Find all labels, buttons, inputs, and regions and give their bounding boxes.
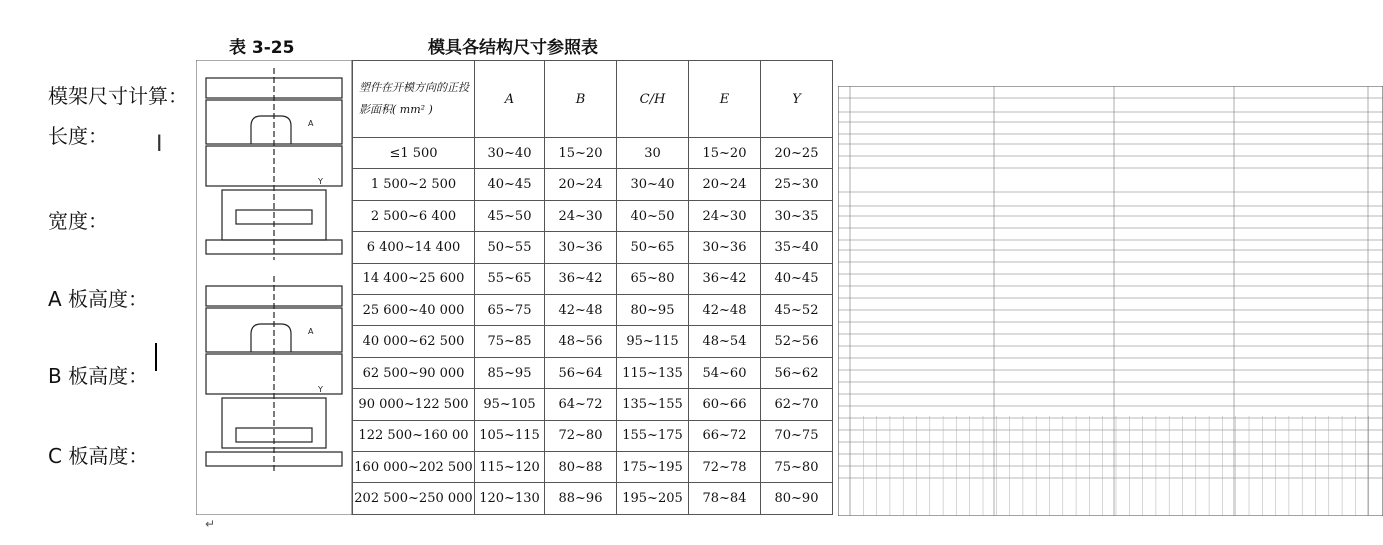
label-y-top: Y <box>318 177 323 186</box>
value-cell: 195~205 <box>617 483 689 515</box>
length-label: 长度： <box>48 124 108 148</box>
value-cell: 24~30 <box>689 200 761 231</box>
value-cell: 56~64 <box>545 357 617 388</box>
table-row <box>353 420 833 451</box>
header-a: A <box>475 61 545 138</box>
value-cell: 52~56 <box>761 326 833 357</box>
value-cell: 20~25 <box>761 138 833 169</box>
text-caret[interactable] <box>155 343 157 371</box>
table-row <box>353 263 833 294</box>
value-cell: 115~120 <box>475 452 545 483</box>
table-row <box>353 483 833 515</box>
a-plate-height-label: A 板高度： <box>48 287 149 311</box>
table-row <box>353 169 833 200</box>
label-y-bottom: Y <box>318 385 323 394</box>
value-cell: 70~75 <box>761 420 833 451</box>
header-area: 塑件在开模方向的正投影面积( mm² ) <box>353 61 475 138</box>
value-cell: 50~55 <box>475 232 545 263</box>
reference-grid-table <box>838 86 1383 516</box>
table-row <box>353 389 833 420</box>
value-cell: 66~72 <box>689 420 761 451</box>
header-y: Y <box>761 61 833 138</box>
area-cell: 1 500~2 500 <box>353 169 475 200</box>
area-cell: 14 400~25 600 <box>353 263 475 294</box>
value-cell: 15~20 <box>689 138 761 169</box>
value-cell: 75~85 <box>475 326 545 357</box>
value-cell: 45~50 <box>475 200 545 231</box>
table-row <box>353 200 833 231</box>
value-cell: 20~24 <box>689 169 761 200</box>
value-cell: 30~35 <box>761 200 833 231</box>
value-cell: 120~130 <box>475 483 545 515</box>
value-cell: 24~30 <box>545 200 617 231</box>
value-cell: 30~36 <box>545 232 617 263</box>
area-cell: 62 500~90 000 <box>353 357 475 388</box>
header-b: B <box>545 61 617 138</box>
value-cell: 25~30 <box>761 169 833 200</box>
value-cell: 75~80 <box>761 452 833 483</box>
value-cell: 60~66 <box>689 389 761 420</box>
area-cell: 90 000~122 500 <box>353 389 475 420</box>
table-row <box>353 452 833 483</box>
value-cell: 175~195 <box>617 452 689 483</box>
area-cell: 160 000~202 500 <box>353 452 475 483</box>
value-cell: 55~65 <box>475 263 545 294</box>
text-cursor-icon: I <box>156 132 163 157</box>
value-cell: 36~42 <box>545 263 617 294</box>
table-title: 模具各结构尺寸参照表 <box>428 38 598 58</box>
value-cell: 115~135 <box>617 357 689 388</box>
value-cell: 65~80 <box>617 263 689 294</box>
label-a-top: A <box>308 119 314 128</box>
value-cell: 78~84 <box>689 483 761 515</box>
header-e: E <box>689 61 761 138</box>
value-cell: 72~80 <box>545 420 617 451</box>
area-cell: 40 000~62 500 <box>353 326 475 357</box>
value-cell: 105~115 <box>475 420 545 451</box>
value-cell: 30~40 <box>617 169 689 200</box>
value-cell: 15~20 <box>545 138 617 169</box>
value-cell: 56~62 <box>761 357 833 388</box>
value-cell: 95~105 <box>475 389 545 420</box>
value-cell: 80~88 <box>545 452 617 483</box>
value-cell: 64~72 <box>545 389 617 420</box>
value-cell: 88~96 <box>545 483 617 515</box>
header-ch: C/H <box>617 61 689 138</box>
value-cell: 155~175 <box>617 420 689 451</box>
value-cell: 50~65 <box>617 232 689 263</box>
value-cell: 42~48 <box>689 295 761 326</box>
c-plate-height-label: C 板高度： <box>48 444 149 468</box>
value-cell: 30~40 <box>475 138 545 169</box>
value-cell: 40~45 <box>761 263 833 294</box>
area-cell: 202 500~250 000 <box>353 483 475 515</box>
mold-structure-drawing <box>196 60 352 515</box>
value-cell: 48~54 <box>689 326 761 357</box>
value-cell: 72~78 <box>689 452 761 483</box>
value-cell: 42~48 <box>545 295 617 326</box>
value-cell: 80~95 <box>617 295 689 326</box>
value-cell: 40~45 <box>475 169 545 200</box>
area-cell: ≤1 500 <box>353 138 475 169</box>
value-cell: 35~40 <box>761 232 833 263</box>
table-row <box>353 326 833 357</box>
value-cell: 135~155 <box>617 389 689 420</box>
mold-size-table <box>352 60 833 515</box>
value-cell: 65~75 <box>475 295 545 326</box>
table-row <box>353 357 833 388</box>
value-cell: 36~42 <box>689 263 761 294</box>
value-cell: 95~115 <box>617 326 689 357</box>
label-a-bottom: A <box>308 327 314 336</box>
value-cell: 30~36 <box>689 232 761 263</box>
area-cell: 25 600~40 000 <box>353 295 475 326</box>
value-cell: 54~60 <box>689 357 761 388</box>
b-plate-height-label: B 板高度： <box>48 364 149 388</box>
table-row <box>353 232 833 263</box>
table-row <box>353 138 833 169</box>
value-cell: 80~90 <box>761 483 833 515</box>
area-cell: 2 500~6 400 <box>353 200 475 231</box>
value-cell: 62~70 <box>761 389 833 420</box>
width-label: 宽度： <box>48 209 108 233</box>
paragraph-mark: ↵ <box>205 517 216 531</box>
value-cell: 45~52 <box>761 295 833 326</box>
value-cell: 30 <box>617 138 689 169</box>
value-cell: 40~50 <box>617 200 689 231</box>
area-cell: 6 400~14 400 <box>353 232 475 263</box>
value-cell: 20~24 <box>545 169 617 200</box>
value-cell: 85~95 <box>475 357 545 388</box>
table-row <box>353 295 833 326</box>
table-number: 表 3-25 <box>229 38 295 58</box>
value-cell: 48~56 <box>545 326 617 357</box>
mold-frame-label: 模架尺寸计算： <box>48 84 188 108</box>
area-cell: 122 500~160 00 <box>353 420 475 451</box>
